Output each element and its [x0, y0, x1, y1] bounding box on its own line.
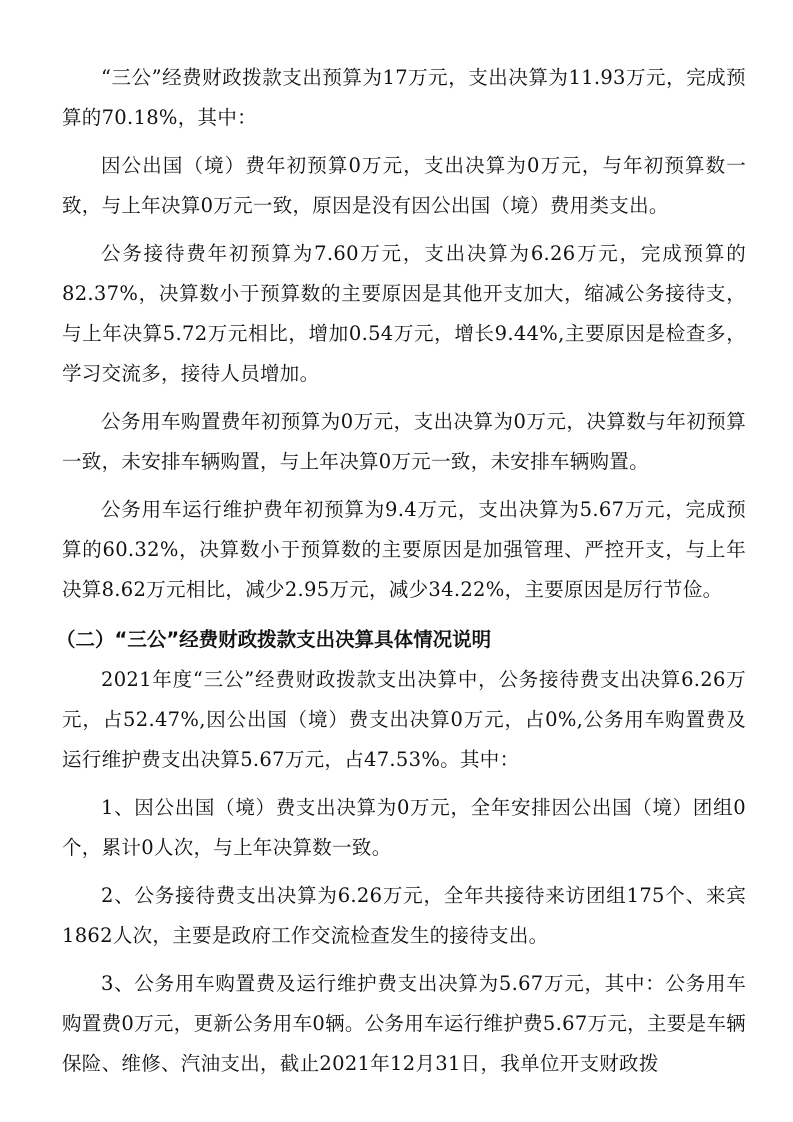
section-heading: （二）“三公”经费财政拨款支出决算具体情况说明 [56, 628, 492, 651]
paragraph-budget-summary: “三公”经费财政拨款支出预算为17万元，支出决算为11.93万元，完成预算的70.18%，其中： [62, 66, 746, 129]
paragraph-item-1: 1、因公出国（境）费支出决算为0万元，全年安排因公出国（境）团组0个，累计0人次，与上年决算数一致。 [62, 796, 746, 859]
paragraph-overseas-travel: 因公出国（境）费年初预算0万元，支出决算为0万元，与年初预算数一致，与上年决算0万元一致，原因是没有因公出国（境）费用类支出。 [62, 154, 746, 217]
document-page [56, 58, 746, 1084]
paragraph-2021-overview: 2021年度“三公”经费财政拨款支出决算中，公务接待费支出决算6.26万元，占52.47%,因公出国（境）费支出决算0万元，占0%,公务用车购置费及运行维护费支出决算5.67万元，占47.53%。其中： [62, 668, 746, 771]
paragraph-vehicle-maintenance: 公务用车运行维护费年初预算为9.4万元，支出决算为5.67万元，完成预算的60.32%，决算数小于预算数的主要原因是加强管理、严控开支，与上年决算8.62万元相比，减少2.95万元，减少34.22%，主要原因是厉行节俭。 [62, 498, 746, 601]
paragraph-item-3: 3、公务用车购置费及运行维护费支出决算为5.67万元，其中：公务用车购置费0万元，更新公务用车0辆。公务用车运行维护费5.67万元，主要是车辆保险、维修、汽油支出，截止2021年12月31日，我单位开支财政拨 [62, 972, 746, 1075]
paragraph-vehicle-purchase: 公务用车购置费年初预算为0万元，支出决算为0万元，决算数与年初预算一致，未安排车辆购置，与上年决算0万元一致，未安排车辆购置。 [62, 410, 746, 473]
paragraph-reception: 公务接待费年初预算为7.60万元，支出决算为6.26万元，完成预算的82.37%，决算数小于预算数的主要原因是其他开支加大，缩减公务接待支，与上年决算5.72万元相比，增加0.54万元，增长9.44%,主要原因是检查多，学习交流多，接待人员增加。 [62, 242, 746, 385]
paragraph-item-2: 2、公务接待费支出决算为6.26万元，全年共接待来访团组175个、来宾1862人次，主要是政府工作交流检查发生的接待支出。 [62, 884, 746, 947]
